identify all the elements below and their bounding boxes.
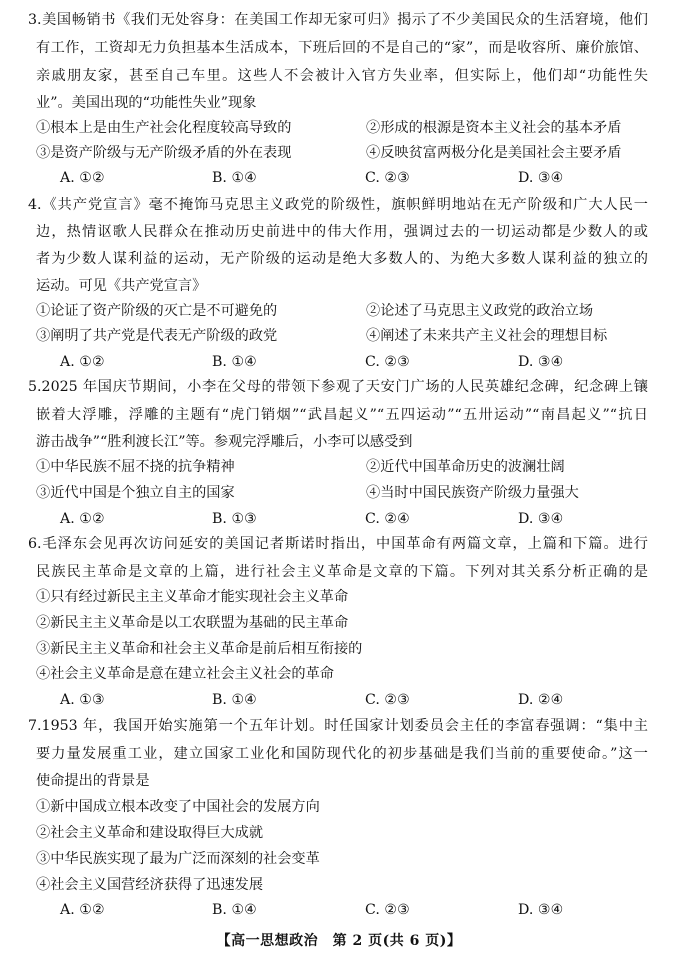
answer-d[interactable]: D. ②④ (518, 692, 564, 708)
answer-d[interactable]: D. ③④ (518, 902, 564, 918)
option-row (36, 481, 648, 505)
option-1: ①论证了资产阶级的灭亡是不可避免的 (36, 303, 278, 319)
answer-d[interactable]: D. ③④ (518, 170, 564, 186)
option-line: ①新中国成立根本改变了中国社会的发展方向 (36, 799, 320, 815)
option-line: ④社会主义革命是意在建立社会主义社会的革命 (36, 666, 334, 682)
question-text-line: 7.1953 年，我国开始实施第一个五年计划。时任国家计划委员会主任的李富春强调：“集中主 (28, 718, 648, 734)
option-line: ④社会主义国营经济获得了迅速发展 (36, 877, 264, 893)
option-1: ①根本上是由生产社会化程度较高导致的 (36, 120, 292, 136)
question-text-line: 民族民主革命是文章的上篇，进行社会主义革命是文章的下篇。下列对其关系分析正确的是 (36, 564, 648, 580)
answer-c[interactable]: C. ②③ (365, 354, 410, 370)
question-text-line: 4.《共产党宣言》毫不掩饰马克思主义政党的阶级性，旗帜鲜明地站在无产阶级和广大人民一 (28, 197, 648, 213)
answer-d[interactable]: D. ③④ (518, 511, 564, 527)
answer-choices (60, 350, 620, 374)
option-4: ④当时中国民族资产阶级力量强大 (366, 485, 579, 501)
option-3: ③是资产阶级与无产阶级矛盾的外在表现 (36, 145, 292, 161)
answer-a[interactable]: A. ①② (60, 354, 105, 370)
question-text-line: 嵌着大浮雕，浮雕的主题有“虎门销烟”“武昌起义”“五四运动”“五卅运动”“南昌起义”“抗日 (36, 407, 648, 423)
answer-a[interactable]: A. ①② (60, 511, 105, 527)
page-footer: 【高一思想政治 第 2 页(共 6 页)】 (216, 933, 462, 949)
option-2: ②论述了马克思主义政党的政治立场 (366, 303, 594, 319)
answer-a[interactable]: A. ①② (60, 902, 105, 918)
answer-choices (60, 688, 620, 712)
question-text-line: 3.美国畅销书《我们无处容身：在美国工作却无家可归》揭示了不少美国民众的生活窘境，他们 (28, 12, 648, 28)
option-line: ①只有经过新民主主义革命才能实现社会主义革命 (36, 589, 349, 605)
answer-b[interactable]: B. ①④ (212, 692, 257, 708)
answer-c[interactable]: C. ②③ (365, 692, 410, 708)
option-row (36, 324, 648, 348)
option-3: ③阐明了共产党是代表无产阶级的政党 (36, 328, 278, 344)
answer-b[interactable]: B. ①④ (212, 354, 257, 370)
option-2: ②近代中国革命历史的波澜壮阔 (366, 459, 565, 475)
answer-choices (60, 898, 620, 922)
answer-b[interactable]: B. ①③ (212, 511, 257, 527)
option-3: ③近代中国是个独立自主的国家 (36, 485, 235, 501)
option-row (36, 141, 648, 165)
answer-choices (60, 166, 620, 190)
answer-a[interactable]: A. ①③ (60, 692, 105, 708)
option-2: ②形成的根源是资本主义社会的基本矛盾 (366, 120, 622, 136)
option-row (36, 455, 648, 479)
option-4: ④反映贫富两极分化是美国社会主要矛盾 (366, 145, 622, 161)
question-text-line: 亲戚朋友家，甚至自己车里。这些人不会被计入官方失业率，但实际上，他们却“功能性失 (36, 68, 648, 84)
option-row (36, 116, 648, 140)
option-line: ③中华民族实现了最为广泛而深刻的社会变革 (36, 851, 320, 867)
question-text-line: 使命提出的背景是 (36, 773, 150, 789)
question-text-line: 6.毛泽东会见再次访问延安的美国记者斯诺时指出，中国革命有两篇文章，上篇和下篇。进行 (28, 536, 648, 552)
answer-d[interactable]: D. ③④ (518, 354, 564, 370)
question-text-line: 运动。可见《共产党宣言》 (36, 278, 207, 294)
answer-b[interactable]: B. ①④ (212, 170, 257, 186)
answer-c[interactable]: C. ②③ (365, 170, 410, 186)
option-line: ②社会主义革命和建设取得巨大成就 (36, 825, 264, 841)
answer-a[interactable]: A. ①② (60, 170, 105, 186)
answer-choices (60, 507, 620, 531)
question-text-line: 游击战争”“胜利渡长江”等。参观完浮雕后，小李可以感受到 (36, 434, 413, 450)
question-text-line: 边，热情讴歌人民群众在推动历史前进中的伟大作用，强调过去的一切运动都是少数人的或 (36, 224, 648, 240)
option-4: ④阐述了未来共产主义社会的理想目标 (366, 328, 608, 344)
question-text-line: 要力量发展重工业，建立国家工业化和国防现代化的初步基础是我们当前的重要使命。”这一 (36, 746, 648, 762)
answer-c[interactable]: C. ②③ (365, 902, 410, 918)
option-row (36, 299, 648, 323)
answer-c[interactable]: C. ②④ (365, 511, 410, 527)
option-1: ①中华民族不屈不挠的抗争精神 (36, 459, 235, 475)
question-text-line: 者为少数人谋利益的运动，无产阶级的运动是绝大多数人的、为绝大多数人谋利益的独立的 (36, 251, 648, 267)
answer-b[interactable]: B. ①④ (212, 902, 257, 918)
question-text-line: 5.2025 年国庆节期间，小李在父母的带领下参观了天安门广场的人民英雄纪念碑，纪念碑上镶 (28, 379, 648, 395)
option-line: ③新民主主义革命和社会主义革命是前后相互衔接的 (36, 641, 363, 657)
option-line: ②新民主主义革命是以工农联盟为基础的民主革命 (36, 615, 349, 631)
question-text-line: 业”。美国出现的“功能性失业”现象 (36, 95, 257, 111)
question-text-line: 有工作，工资却无力负担基本生活成本，下班后回的不是自己的“家”，而是收容所、廉价旅馆、 (36, 40, 648, 56)
